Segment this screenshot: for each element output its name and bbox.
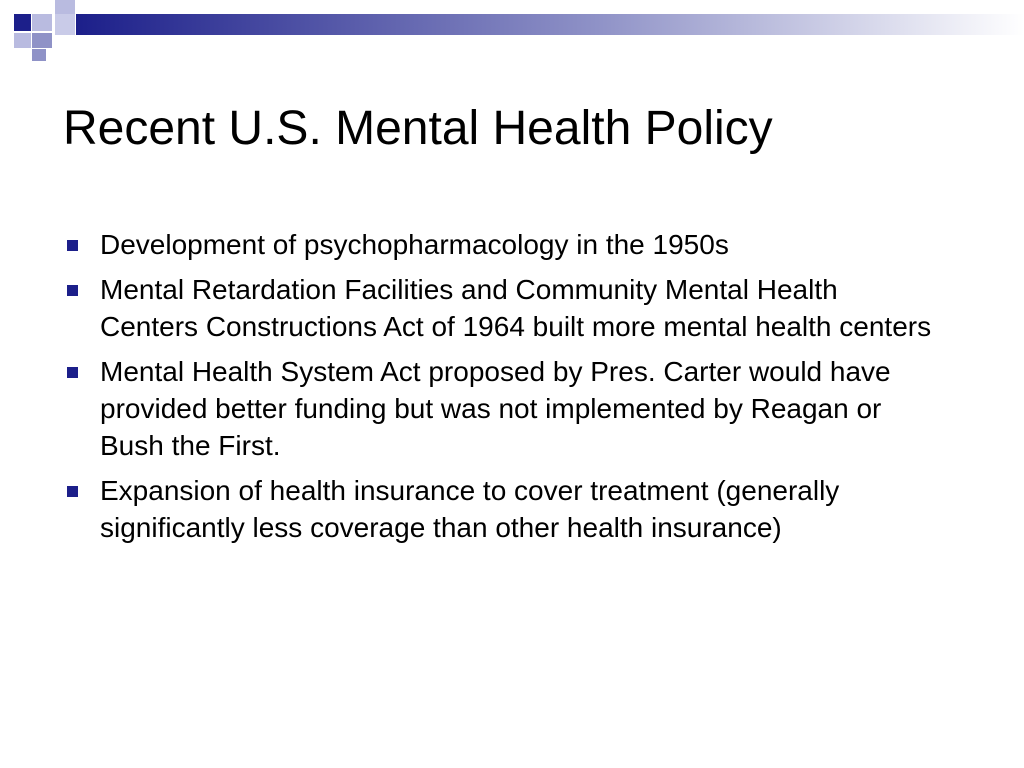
slide-title: Recent U.S. Mental Health Policy — [63, 102, 773, 155]
deco-square-dark — [14, 14, 31, 31]
bullet-item — [63, 353, 943, 464]
deco-square-light — [55, 14, 75, 35]
square-bullet-icon — [67, 240, 78, 251]
deco-square-light — [55, 0, 75, 14]
square-bullet-icon — [67, 367, 78, 378]
bullet-text: Mental Health System Act proposed by Pres. Carter would have provided better funding but was not implemented by Reagan or Bush the First. — [100, 356, 891, 461]
header-decoration — [0, 0, 1024, 64]
bullet-text: Expansion of health insurance to cover treatment (generally significantly less coverage than other health insurance) — [100, 475, 840, 543]
gradient-band — [76, 14, 1024, 35]
bullet-text: Development of psychopharmacology in the 1950s — [100, 229, 729, 260]
deco-square-small — [32, 49, 46, 61]
bullet-item — [63, 226, 943, 263]
deco-square-light — [32, 14, 52, 31]
deco-square-light — [14, 33, 31, 48]
bullet-list — [63, 226, 943, 554]
bullet-item — [63, 271, 943, 345]
bullet-item — [63, 472, 943, 546]
square-bullet-icon — [67, 486, 78, 497]
deco-square-medium — [32, 33, 52, 48]
square-bullet-icon — [67, 285, 78, 296]
bullet-text: Mental Retardation Facilities and Community Mental Health Centers Constructions Act of 1964 built more mental health centers — [100, 274, 932, 342]
